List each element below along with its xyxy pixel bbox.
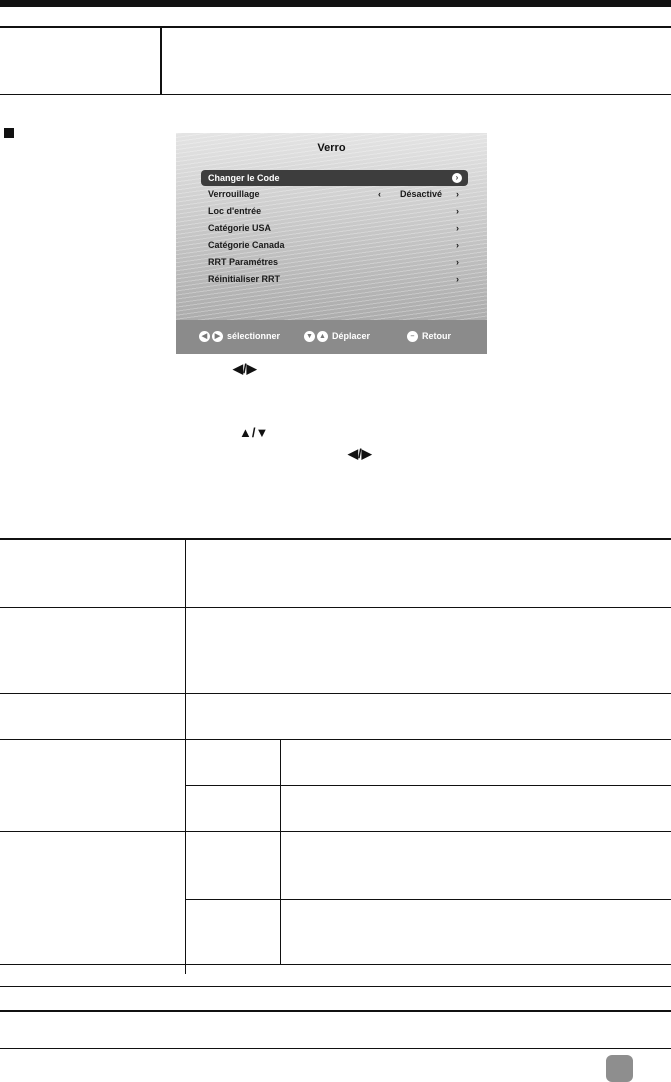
header-table-divider [160,28,162,94]
chevron-right-icon: › [456,206,459,216]
screen-title: Verro [317,142,346,154]
up-down-arrows-icon: ▲/▼ [239,425,269,440]
settings-table [0,538,671,1012]
menu-item-label: Loc d'entrée [208,206,262,216]
chevron-left-icon[interactable]: ‹ [378,189,381,199]
menu-item-label: Changer le Code [208,173,280,183]
lock-menu-screen [176,133,487,354]
footer-back-label: Retour [422,331,451,341]
page-number-badge [606,1055,633,1082]
menu-item-canada-category[interactable] [201,237,468,254]
menu-item-change-code[interactable] [201,170,468,186]
table-subrow-divider [185,785,671,786]
table-row-divider [0,831,671,832]
table-row-divider [0,964,671,965]
left-right-arrows-icon: ◀/▶ [348,446,372,461]
menu-item-value: Désactivé [399,189,442,199]
menu-item-rrt-settings[interactable] [201,254,468,271]
footer-rule [0,1048,671,1049]
menu-item-label: Catégorie Canada [208,240,285,250]
chevron-right-circle-icon: › [452,173,462,183]
menu-item-label: RRT Paramétres [208,257,279,267]
right-arrow-circle-icon: ▶ [212,331,223,342]
menu-item-lock[interactable] [201,186,468,203]
table-row-divider [0,986,671,987]
back-circle-icon: – [407,331,418,342]
section-bullet [4,128,14,138]
left-right-arrows-icon: ◀/▶ [233,361,257,376]
header-table [0,26,671,95]
chevron-right-icon: › [456,223,459,233]
footer-select-label: sélectionner [227,331,281,341]
menu-item-label: Verrouillage [208,189,260,199]
menu-item-label: Catégorie USA [208,223,272,233]
chevron-right-icon: › [456,257,459,267]
chevron-right-icon: › [456,274,459,284]
left-arrow-circle-icon: ◀ [199,331,210,342]
table-subcolumn-divider [280,739,281,964]
table-column-divider [185,540,186,974]
menu-item-label: Réinitialiser RRT [208,274,281,284]
chevron-right-icon: › [456,240,459,250]
table-row-divider [0,739,671,740]
menu-item-reset-rrt[interactable] [201,271,468,288]
lock-menu [201,170,468,288]
up-arrow-circle-icon: ▲ [317,331,328,342]
menu-item-usa-category[interactable] [201,220,468,237]
footer-move-label: Déplacer [332,331,371,341]
table-subrow-divider [185,899,671,900]
top-rule [0,0,671,7]
table-row-divider [0,693,671,694]
down-arrow-circle-icon: ▼ [304,331,315,342]
table-row-divider [0,607,671,608]
chevron-right-icon[interactable]: › [456,189,459,199]
menu-item-input-lock[interactable] [201,203,468,220]
screen-footer [176,320,487,354]
